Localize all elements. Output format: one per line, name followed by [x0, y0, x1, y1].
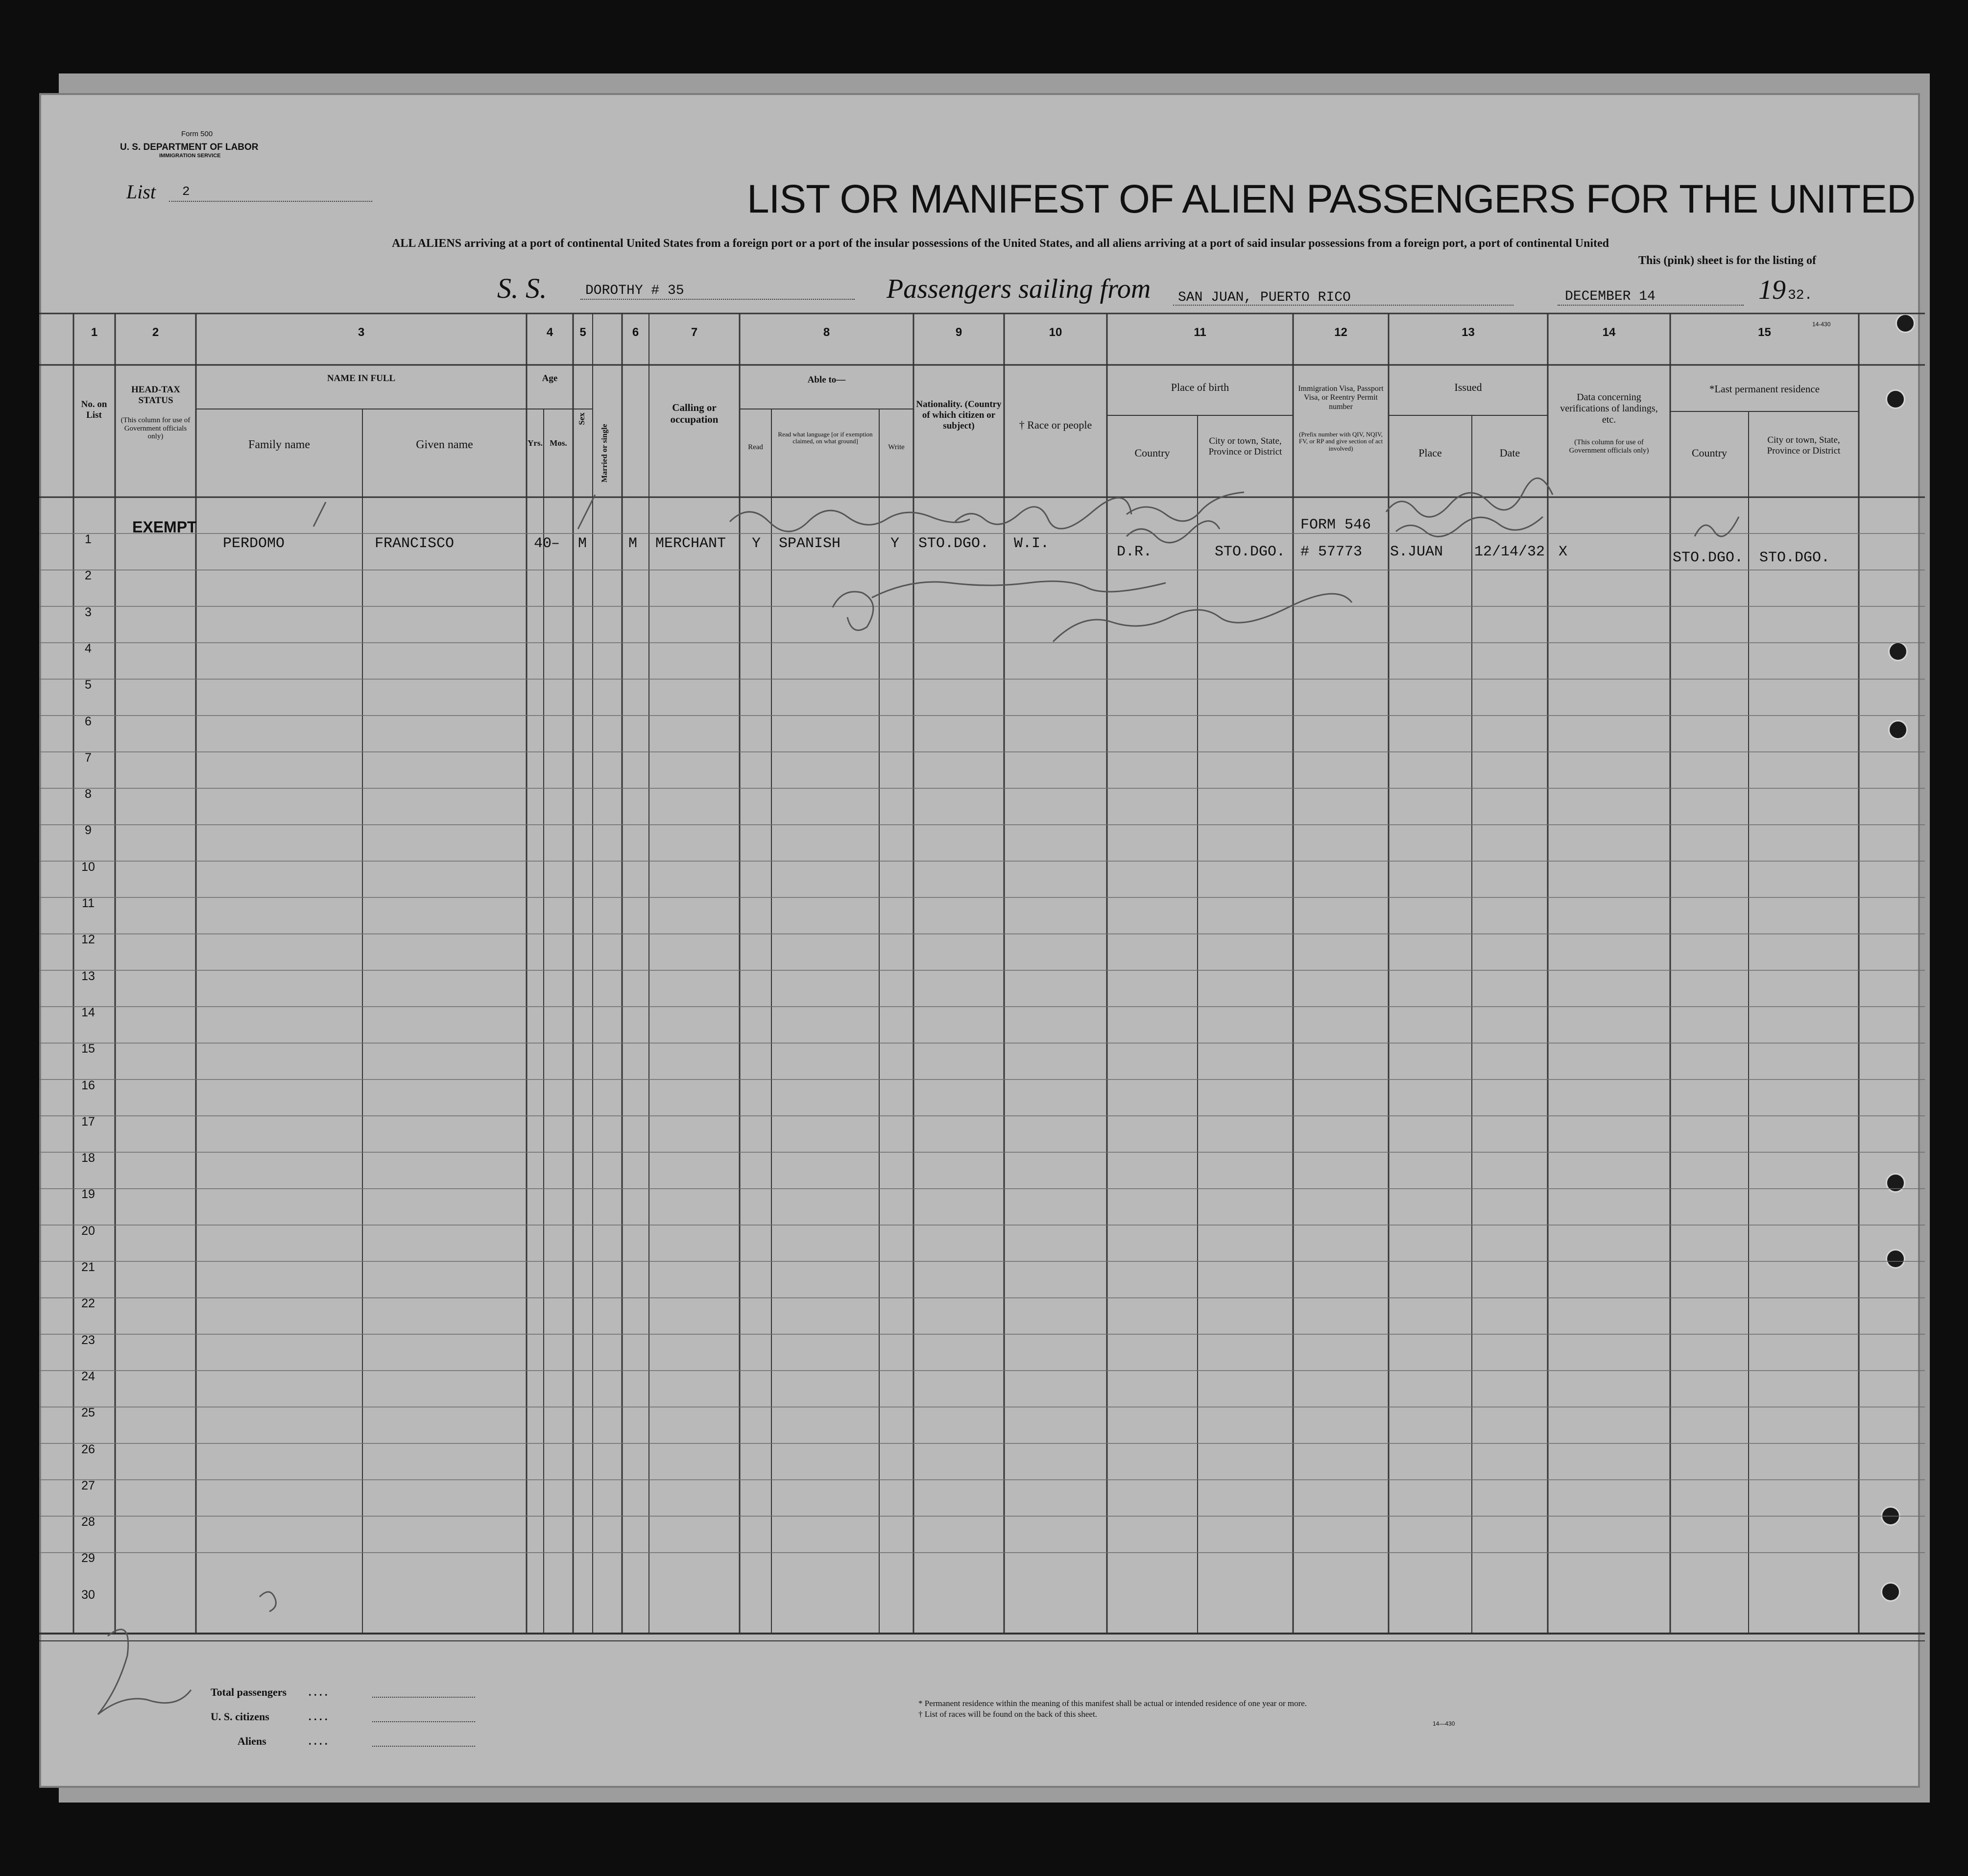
row-number: 26 — [81, 1442, 95, 1456]
header-head-tax: HEAD-TAX STATUS — [131, 385, 180, 406]
header-residence-city: City or town, State, Province or District — [1767, 435, 1841, 456]
row-number: 12 — [81, 933, 95, 947]
row-number: 8 — [85, 787, 92, 801]
stock-code: 14-430 — [1812, 321, 1831, 328]
header-name-in-full: NAME IN FULL — [327, 373, 396, 384]
row-number: 27 — [81, 1478, 95, 1492]
header-family-name: Family name — [248, 438, 310, 451]
col-number: 1 — [91, 326, 98, 339]
year-prefix: 19 — [1758, 275, 1786, 305]
footer-aliens: Aliens — [238, 1735, 266, 1747]
row-number: 29 — [81, 1551, 95, 1565]
row-number: 4 — [85, 641, 92, 655]
entry-birth-country: D.R. — [1117, 544, 1152, 560]
col-number: 13 — [1462, 326, 1475, 339]
header-race: † Race or people — [1019, 419, 1092, 431]
footer-dots: . . . . — [309, 1710, 328, 1723]
entry-occupation: MERCHANT — [655, 535, 726, 552]
row-number: 30 — [81, 1587, 95, 1602]
header-mos: Mos. — [550, 438, 567, 448]
entry-nationality: STO.DGO. — [918, 535, 989, 552]
entry-write: Y — [890, 535, 900, 552]
header-visa-note: (Prefix number with QIV, NQIV, FV, or RP and give section of act involved) — [1298, 431, 1383, 452]
row-number: 3 — [85, 605, 92, 619]
col-number: 7 — [691, 326, 698, 339]
footer-aliens-line — [372, 1746, 475, 1747]
row-number: 16 — [81, 1078, 95, 1092]
subtitle-line2: This (pink) sheet is for the listing of — [1638, 254, 1816, 267]
header-last-residence: *Last permanent residence — [1709, 383, 1820, 395]
row-number: 5 — [85, 678, 92, 692]
footer-code: 14—430 — [1433, 1720, 1455, 1727]
header-able-to: Able to— — [807, 375, 846, 385]
row-number: 24 — [81, 1369, 95, 1383]
entry-race: W.I. — [1014, 535, 1050, 552]
entry-residence-country: STO.DGO. — [1673, 550, 1744, 566]
row-number: 25 — [81, 1406, 95, 1420]
col-number: 14 — [1602, 326, 1616, 339]
header-no-on-list: No. on List — [81, 399, 107, 420]
entry-visa-form: FORM 546 — [1300, 517, 1371, 533]
row-number: 21 — [81, 1260, 95, 1274]
row-number: 17 — [81, 1114, 95, 1129]
entry-visa-number: # 57773 — [1300, 544, 1363, 560]
row-number: 14 — [81, 1005, 95, 1019]
entry-marital: M — [628, 535, 638, 552]
col-number: 11 — [1194, 326, 1206, 339]
row-number: 10 — [81, 860, 95, 874]
col-number: 3 — [358, 326, 365, 339]
entry-issued-place: S.JUAN — [1390, 544, 1443, 560]
row-number: 7 — [85, 750, 92, 765]
header-given-name: Given name — [416, 438, 473, 451]
subtitle-line1: ALL ALIENS arriving at a port of continental United States from a foreign port or a port of the insular possessions of the United States, and all aliens arriving at a port of said insular possessions from a foreign port, a port of continental United — [392, 237, 1609, 250]
entry-age-mos: – — [551, 535, 560, 552]
page-title: LIST OR MANIFEST OF ALIEN PASSENGERS FOR THE UNITED — [747, 177, 1916, 221]
form-number: Form 500 — [181, 130, 213, 138]
ship-name: DOROTHY # 35 — [585, 283, 684, 298]
col-number: 6 — [632, 326, 639, 339]
col-number: 4 — [546, 326, 553, 339]
header-write: Write — [888, 443, 905, 451]
service: IMMIGRATION SERVICE — [159, 153, 221, 159]
footnote-residence: * Permanent residence within the meaning of this manifest shall be actual or intended residence of one year or more. — [918, 1699, 1307, 1708]
header-read-language: Read what language [or if exemption claimed, on what ground] — [778, 431, 873, 445]
header-married: Married or single — [600, 424, 609, 482]
footnote-races: † List of races will be found on the back of this sheet. — [918, 1709, 1097, 1719]
col-number: 15 — [1758, 326, 1771, 339]
row-number: 22 — [81, 1297, 95, 1311]
department: U. S. DEPARTMENT OF LABOR — [120, 142, 259, 152]
entry-age-yrs: 40 — [534, 535, 552, 552]
row-number: 1 — [85, 532, 92, 546]
row-number: 2 — [85, 569, 92, 583]
header-calling: Calling or occupation — [670, 402, 719, 426]
footer-total-line — [372, 1697, 475, 1698]
header-issued-date: Date — [1499, 447, 1520, 459]
col-number: 2 — [152, 326, 159, 339]
header-place-of-birth: Place of birth — [1171, 381, 1229, 393]
header-data-note: (This column for use of Government officials only) — [1569, 438, 1649, 455]
ss-label: S. S. — [497, 272, 547, 304]
entry-read: Y — [752, 535, 761, 552]
footer-dots: . . . . — [309, 1686, 328, 1698]
row-number: 18 — [81, 1151, 95, 1165]
row-number: 19 — [81, 1187, 95, 1202]
header-head-tax-note: (This column for use of Government officials only) — [120, 416, 191, 440]
entry-language: SPANISH — [779, 535, 841, 552]
entry-family-name: PERDOMO — [223, 535, 285, 552]
entry-head-tax: EXEMPT — [132, 518, 197, 536]
header-sex: Sex — [577, 412, 586, 425]
header-yrs: Yrs. — [528, 438, 543, 448]
row-number: 15 — [81, 1042, 95, 1056]
col-number: 9 — [955, 326, 962, 339]
row-number: 11 — [82, 896, 95, 910]
header-issued-place: Place — [1418, 447, 1442, 459]
row-number: 6 — [85, 714, 92, 728]
header-issued: Issued — [1454, 381, 1482, 393]
footer-citizens-line — [372, 1721, 475, 1722]
row-number: 23 — [81, 1333, 95, 1347]
footer-total-passengers: Total passengers — [211, 1686, 287, 1698]
header-birth-country: Country — [1134, 447, 1170, 459]
col-number: 5 — [579, 326, 586, 339]
row-number: 28 — [81, 1515, 95, 1529]
entry-given-name: FRANCISCO — [375, 535, 455, 552]
footer-us-citizens: U. S. citizens — [211, 1710, 269, 1723]
row-number: 9 — [85, 823, 92, 838]
header-visa: Immigration Visa, Passport Visa, or Reentry Permit number — [1298, 385, 1384, 411]
footer-dots: . . . . — [309, 1735, 328, 1747]
row-number: 13 — [81, 969, 95, 983]
entry-birth-city: STO.DGO. — [1215, 544, 1286, 560]
col-number: 8 — [823, 326, 830, 339]
sailing-from: SAN JUAN, PUERTO RICO — [1178, 290, 1351, 305]
header-birth-city: City or town, State, Province or District — [1208, 436, 1282, 457]
col-number: 12 — [1334, 326, 1347, 339]
header-residence-country: Country — [1691, 447, 1728, 459]
sailing-date: DECEMBER 14 — [1565, 289, 1656, 304]
list-value: 2 — [182, 184, 190, 199]
entry-sex: M — [578, 535, 587, 552]
header-data-concerning: Data concerning verifications of landings, etc. — [1560, 392, 1658, 425]
sailing-label: Passengers sailing from — [887, 274, 1151, 304]
header-read: Read — [748, 443, 763, 451]
entry-residence-city: STO.DGO. — [1759, 550, 1830, 566]
col-number: 10 — [1049, 326, 1062, 339]
header-nationality: Nationality. (Country of which citizen or subject) — [916, 399, 1002, 431]
header-age: Age — [542, 373, 558, 384]
row-number: 20 — [81, 1224, 95, 1238]
list-label: List — [126, 181, 156, 203]
year-suffix: 32. — [1788, 288, 1813, 303]
entry-issued-mark: X — [1559, 544, 1568, 560]
entry-issued-date: 12/14/32 — [1474, 544, 1545, 560]
